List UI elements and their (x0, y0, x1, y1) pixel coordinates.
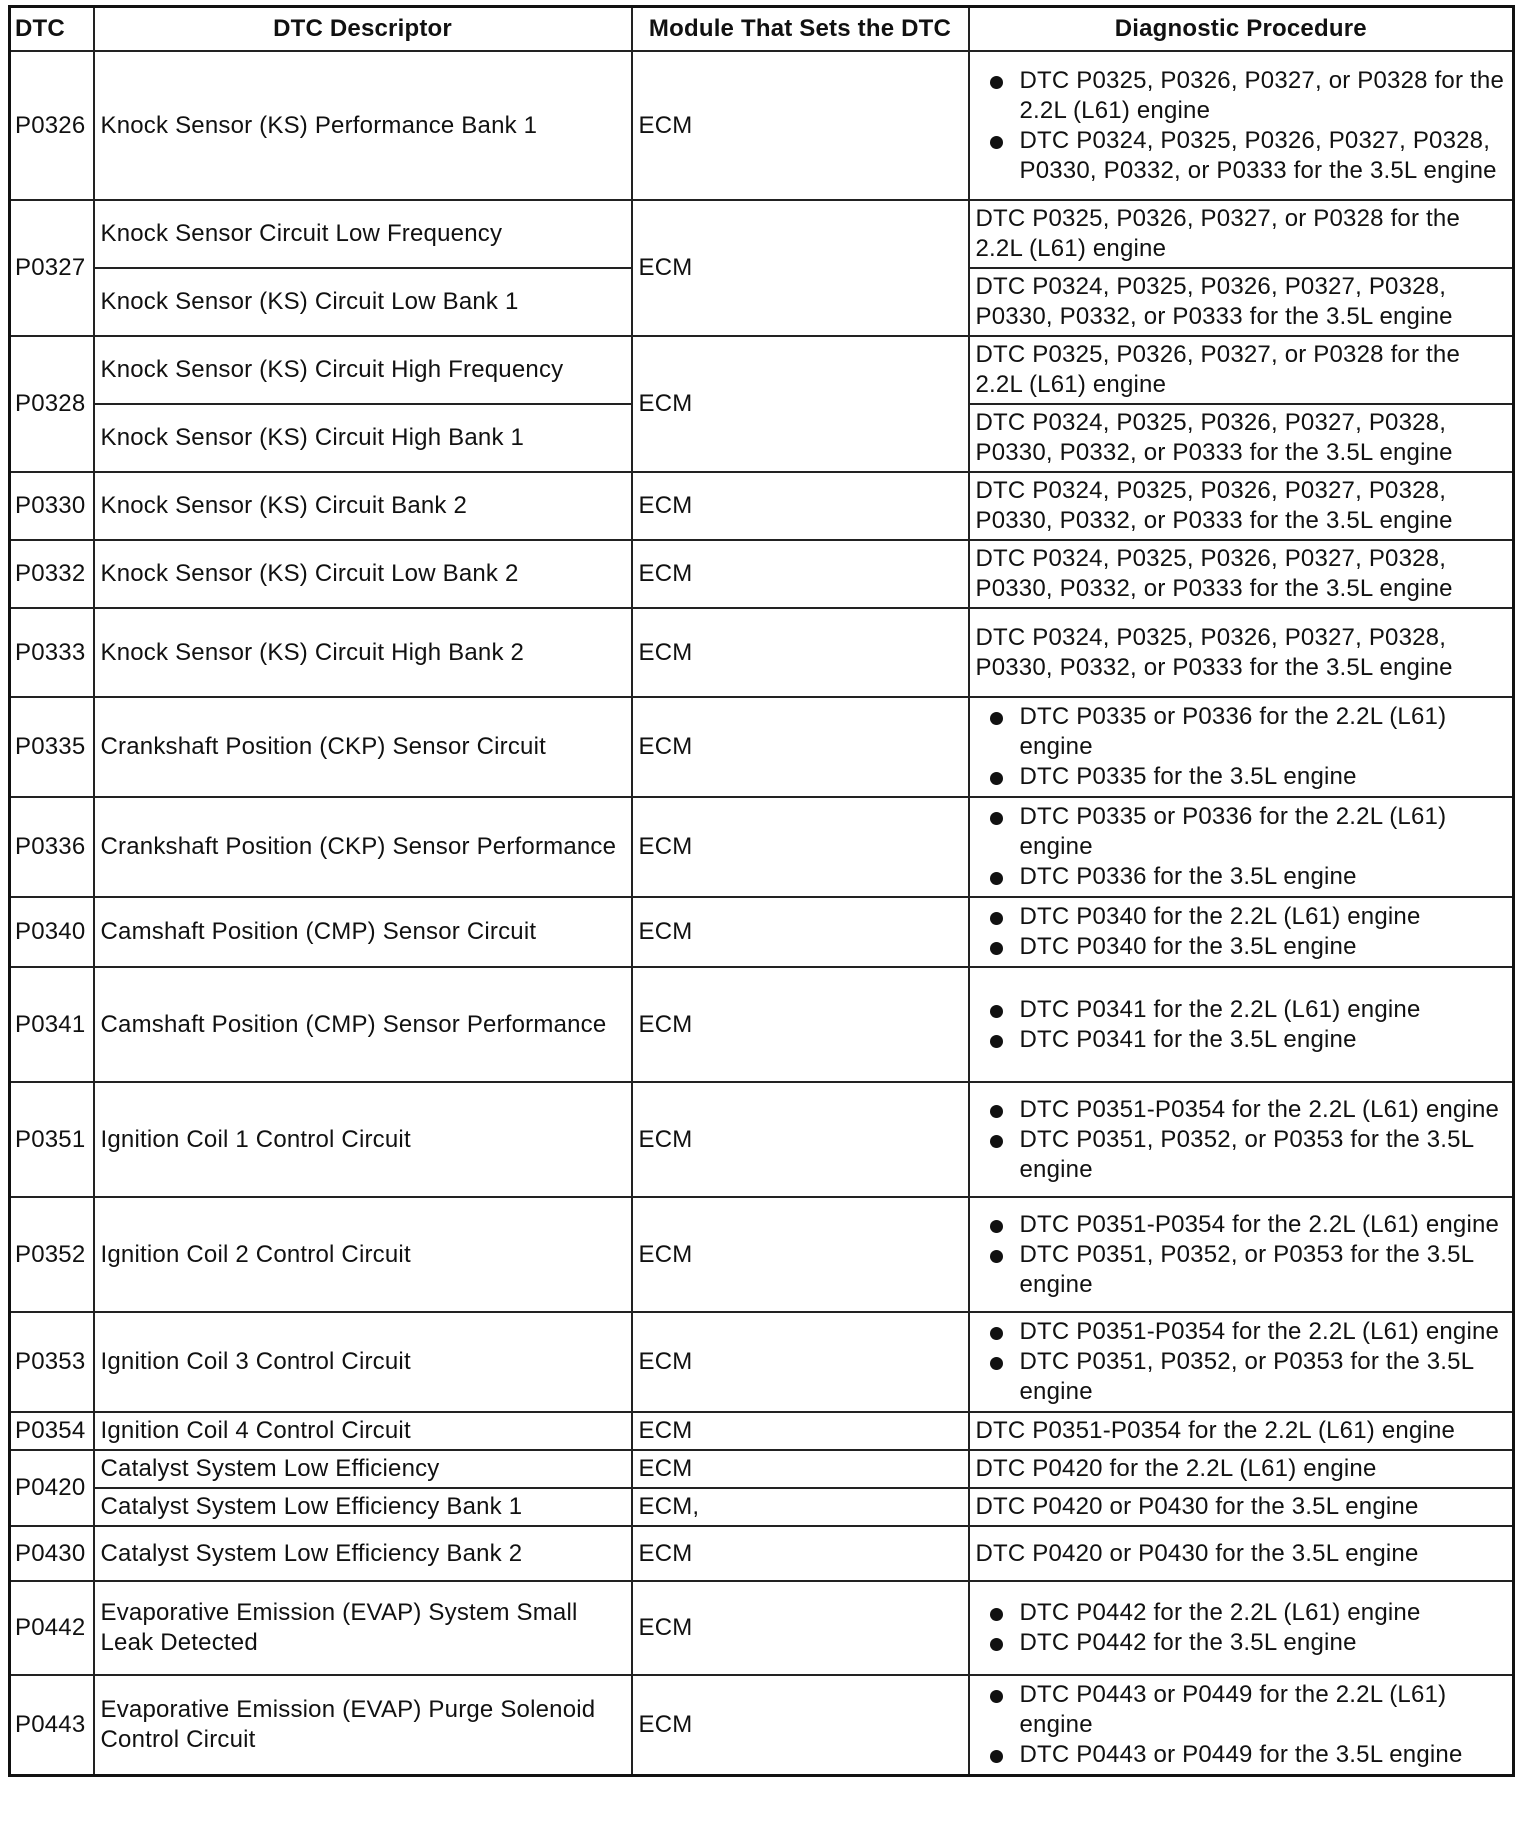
header-descriptor: DTC Descriptor (94, 7, 632, 52)
dtc-descriptor: Knock Sensor (KS) Circuit Bank 2 (94, 472, 632, 540)
diagnostic-procedure: DTC P0420 or P0430 for the 3.5L engine (969, 1526, 1514, 1581)
procedure-text: DTC P0351-P0354 for the 2.2L (L61) engine (1019, 1318, 1500, 1345)
diagnostic-procedure: DTC P0324, P0325, P0326, P0327, P0328, P0330, P0332, or P0333 for the 3.5L engine (969, 472, 1514, 540)
table-row (10, 697, 1514, 797)
module-cell: ECM (632, 697, 969, 797)
table-row (10, 1675, 1514, 1776)
procedure-text: DTC P0442 for the 2.2L (L61) engine (1019, 1599, 1421, 1626)
bullet-icon (990, 712, 1003, 725)
table-row (10, 897, 1514, 967)
procedure-list-item (976, 1210, 1507, 1240)
header-row (10, 7, 1514, 52)
procedure-text: DTC P0351, P0352, or P0353 for the 3.5L engine (1019, 1240, 1474, 1298)
dtc-code: P0430 (10, 1526, 94, 1581)
dtc-descriptor: Ignition Coil 3 Control Circuit (94, 1312, 632, 1412)
diagnostic-procedure (969, 1675, 1514, 1776)
module-cell: ECM (632, 1581, 969, 1675)
procedure-list-item (976, 902, 1507, 932)
dtc-descriptor: Ignition Coil 1 Control Circuit (94, 1082, 632, 1197)
procedure-list-item (976, 1125, 1507, 1185)
procedure-list-item (976, 126, 1507, 186)
procedure-list-item (976, 66, 1507, 126)
module-cell: ECM, (632, 1488, 969, 1526)
table-row (10, 336, 1514, 404)
dtc-descriptor: Knock Sensor (KS) Performance Bank 1 (94, 51, 632, 200)
dtc-descriptor: Knock Sensor (KS) Circuit Low Bank 1 (94, 268, 632, 336)
dtc-code: P0330 (10, 472, 94, 540)
module-cell: ECM (632, 797, 969, 897)
module-cell: ECM (632, 1082, 969, 1197)
header-dtc: DTC (10, 7, 94, 52)
table-row (10, 797, 1514, 897)
module-cell: ECM (632, 1675, 969, 1776)
procedure-list (976, 1317, 1507, 1407)
table-row (10, 1488, 1514, 1526)
procedure-list-item (976, 1598, 1507, 1628)
dtc-descriptor: Ignition Coil 4 Control Circuit (94, 1412, 632, 1450)
procedure-list (976, 1598, 1507, 1658)
procedure-text: DTC P0324, P0325, P0326, P0327, P0328, P0330, P0332, or P0333 for the 3.5L engine (1019, 126, 1497, 184)
dtc-descriptor: Camshaft Position (CMP) Sensor Performance (94, 967, 632, 1082)
dtc-code: P0326 (10, 51, 94, 200)
module-cell: ECM (632, 51, 969, 200)
diagnostic-procedure: DTC P0324, P0325, P0326, P0327, P0328, P0330, P0332, or P0333 for the 3.5L engine (969, 268, 1514, 336)
diagnostic-procedure (969, 1082, 1514, 1197)
procedure-list (976, 1680, 1507, 1770)
dtc-descriptor: Knock Sensor (KS) Circuit Low Bank 2 (94, 540, 632, 608)
procedure-text: DTC P0336 for the 3.5L engine (1019, 863, 1357, 890)
dtc-code: P0351 (10, 1082, 94, 1197)
table-row (10, 608, 1514, 697)
procedure-list-item (976, 1347, 1507, 1407)
dtc-code: P0443 (10, 1675, 94, 1776)
table-row (10, 1312, 1514, 1412)
dtc-code: P0352 (10, 1197, 94, 1312)
bullet-icon (990, 1105, 1003, 1118)
dtc-descriptor: Crankshaft Position (CKP) Sensor Circuit (94, 697, 632, 797)
procedure-text: DTC P0340 for the 3.5L engine (1019, 933, 1357, 960)
bullet-icon (990, 1250, 1003, 1263)
procedure-text: DTC P0442 for the 3.5L engine (1019, 1629, 1357, 1656)
procedure-text: DTC P0335 or P0336 for the 2.2L (L61) engine (1019, 703, 1447, 760)
bullet-icon (990, 1608, 1003, 1621)
procedure-list-item (976, 802, 1507, 862)
table-row (10, 1197, 1514, 1312)
table-row (10, 1412, 1514, 1450)
dtc-code: P0420 (10, 1450, 94, 1526)
dtc-code: P0327 (10, 200, 94, 336)
dtc-code: P0333 (10, 608, 94, 697)
module-cell: ECM (632, 200, 969, 336)
procedure-list-item (976, 1095, 1507, 1125)
module-cell: ECM (632, 1312, 969, 1412)
bullet-icon (990, 1220, 1003, 1233)
table-row (10, 540, 1514, 608)
procedure-text: DTC P0341 for the 3.5L engine (1019, 1025, 1357, 1053)
bullet-icon (990, 1638, 1003, 1651)
dtc-descriptor: Knock Sensor Circuit Low Frequency (94, 200, 632, 268)
bullet-icon (990, 912, 1003, 925)
bullet-icon (990, 1005, 1003, 1018)
module-cell: ECM (632, 1526, 969, 1581)
dtc-code: P0340 (10, 897, 94, 967)
procedure-list-item (976, 762, 1507, 792)
diagnostic-procedure (969, 1197, 1514, 1312)
procedure-text: DTC P0351, P0352, or P0353 for the 3.5L engine (1019, 1125, 1474, 1183)
procedure-text: DTC P0325, P0326, P0327, or P0328 for the 2.2L (L61) engine (1019, 66, 1505, 124)
table-row (10, 1082, 1514, 1197)
table-row (10, 1526, 1514, 1581)
diagnostic-procedure: DTC P0420 for the 2.2L (L61) engine (969, 1450, 1514, 1488)
bullet-icon (990, 1690, 1003, 1703)
module-cell: ECM (632, 540, 969, 608)
procedure-text: DTC P0351-P0354 for the 2.2L (L61) engine (1019, 1210, 1500, 1238)
procedure-text: DTC P0341 for the 2.2L (L61) engine (1019, 995, 1421, 1023)
procedure-list-item (976, 995, 1507, 1025)
procedure-list (976, 902, 1507, 962)
dtc-descriptor: Crankshaft Position (CKP) Sensor Performance (94, 797, 632, 897)
table-row (10, 1581, 1514, 1675)
procedure-list (976, 802, 1507, 892)
bullet-icon (990, 812, 1003, 825)
procedure-list-item (976, 862, 1507, 892)
procedure-list-item (976, 1680, 1507, 1740)
bullet-icon (990, 872, 1003, 885)
dtc-table-wrapper (8, 5, 1512, 1777)
bullet-icon (990, 76, 1003, 89)
dtc-descriptor: Knock Sensor (KS) Circuit High Frequency (94, 336, 632, 404)
procedure-text: DTC P0443 or P0449 for the 2.2L (L61) engine (1019, 1681, 1447, 1738)
procedure-text: DTC P0335 or P0336 for the 2.2L (L61) engine (1019, 803, 1447, 860)
diagnostic-procedure: DTC P0324, P0325, P0326, P0327, P0328, P0330, P0332, or P0333 for the 3.5L engine (969, 540, 1514, 608)
dtc-code: P0442 (10, 1581, 94, 1675)
diagnostic-procedure (969, 1581, 1514, 1675)
procedure-list-item (976, 1317, 1507, 1347)
dtc-table (8, 5, 1515, 1777)
header-procedure: Diagnostic Procedure (969, 7, 1514, 52)
diagnostic-procedure (969, 697, 1514, 797)
dtc-descriptor: Evaporative Emission (EVAP) System Small Leak Detected (94, 1581, 632, 1675)
dtc-descriptor: Catalyst System Low Efficiency (94, 1450, 632, 1488)
dtc-code: P0336 (10, 797, 94, 897)
diagnostic-procedure (969, 51, 1514, 200)
dtc-code: P0335 (10, 697, 94, 797)
module-cell: ECM (632, 1412, 969, 1450)
dtc-descriptor: Knock Sensor (KS) Circuit High Bank 1 (94, 404, 632, 472)
module-cell: ECM (632, 472, 969, 540)
module-cell: ECM (632, 608, 969, 697)
procedure-text: DTC P0351-P0354 for the 2.2L (L61) engine (1019, 1095, 1500, 1123)
procedure-list (976, 66, 1507, 186)
module-cell: ECM (632, 336, 969, 472)
procedure-list (976, 995, 1507, 1055)
bullet-icon (990, 136, 1003, 149)
diagnostic-procedure: DTC P0351-P0354 for the 2.2L (L61) engine (969, 1412, 1514, 1450)
bullet-icon (990, 1357, 1003, 1370)
module-cell: ECM (632, 1197, 969, 1312)
bullet-icon (990, 1035, 1003, 1048)
dtc-code: P0341 (10, 967, 94, 1082)
diagnostic-procedure (969, 797, 1514, 897)
header-module: Module That Sets the DTC (632, 7, 969, 52)
dtc-code: P0332 (10, 540, 94, 608)
module-cell: ECM (632, 967, 969, 1082)
dtc-descriptor: Ignition Coil 2 Control Circuit (94, 1197, 632, 1312)
dtc-descriptor: Knock Sensor (KS) Circuit High Bank 2 (94, 608, 632, 697)
bullet-icon (990, 1750, 1003, 1763)
procedure-list-item (976, 932, 1507, 962)
dtc-descriptor: Camshaft Position (CMP) Sensor Circuit (94, 897, 632, 967)
procedure-list-item (976, 1240, 1507, 1300)
diagnostic-procedure (969, 967, 1514, 1082)
diagnostic-procedure: DTC P0324, P0325, P0326, P0327, P0328, P0330, P0332, or P0333 for the 3.5L engine (969, 608, 1514, 697)
procedure-list (976, 702, 1507, 792)
dtc-code: P0354 (10, 1412, 94, 1450)
diagnostic-procedure: DTC P0420 or P0430 for the 3.5L engine (969, 1488, 1514, 1526)
table-row (10, 200, 1514, 268)
table-row (10, 472, 1514, 540)
procedure-text: DTC P0351, P0352, or P0353 for the 3.5L engine (1019, 1348, 1474, 1405)
procedure-list (976, 1210, 1507, 1300)
diagnostic-procedure (969, 897, 1514, 967)
procedure-list-item (976, 702, 1507, 762)
diagnostic-procedure: DTC P0325, P0326, P0327, or P0328 for the 2.2L (L61) engine (969, 336, 1514, 404)
bullet-icon (990, 1327, 1003, 1340)
dtc-code: P0353 (10, 1312, 94, 1412)
procedure-list-item (976, 1628, 1507, 1658)
module-cell: ECM (632, 1450, 969, 1488)
table-row (10, 967, 1514, 1082)
procedure-text: DTC P0335 for the 3.5L engine (1019, 763, 1357, 790)
procedure-list-item (976, 1025, 1507, 1055)
table-row (10, 1450, 1514, 1488)
module-cell: ECM (632, 897, 969, 967)
procedure-text: DTC P0340 for the 2.2L (L61) engine (1019, 903, 1421, 930)
diagnostic-procedure: DTC P0324, P0325, P0326, P0327, P0328, P0330, P0332, or P0333 for the 3.5L engine (969, 404, 1514, 472)
table-row (10, 51, 1514, 200)
procedure-text: DTC P0443 or P0449 for the 3.5L engine (1019, 1741, 1463, 1768)
procedure-list (976, 1095, 1507, 1185)
bullet-icon (990, 772, 1003, 785)
procedure-list-item (976, 1740, 1507, 1770)
diagnostic-procedure (969, 1312, 1514, 1412)
dtc-descriptor: Catalyst System Low Efficiency Bank 1 (94, 1488, 632, 1526)
dtc-descriptor: Catalyst System Low Efficiency Bank 2 (94, 1526, 632, 1581)
table-body (10, 51, 1514, 1776)
bullet-icon (990, 1135, 1003, 1148)
dtc-descriptor: Evaporative Emission (EVAP) Purge Solenoid Control Circuit (94, 1675, 632, 1776)
diagnostic-procedure: DTC P0325, P0326, P0327, or P0328 for the 2.2L (L61) engine (969, 200, 1514, 268)
dtc-code: P0328 (10, 336, 94, 472)
bullet-icon (990, 942, 1003, 955)
